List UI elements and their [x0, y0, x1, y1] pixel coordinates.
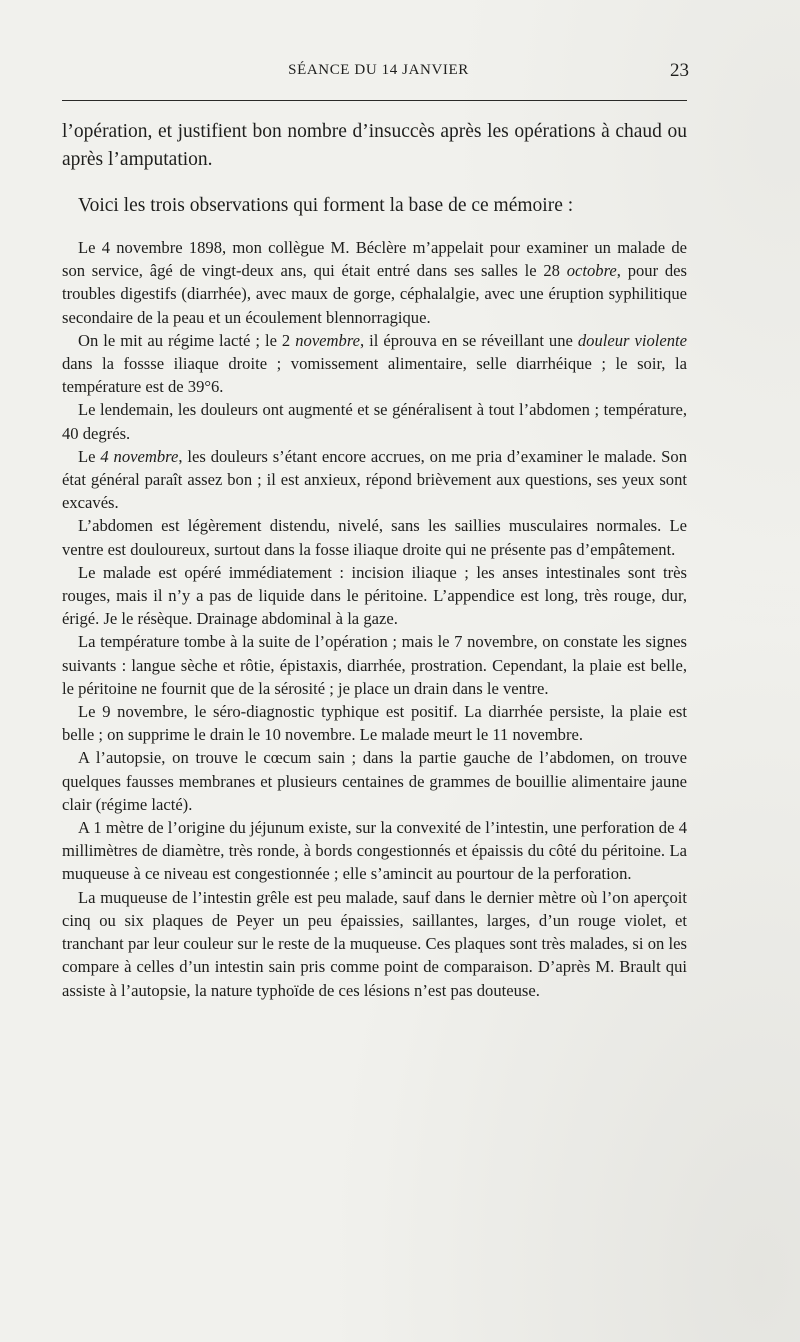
- body-text: [62, 118, 687, 1002]
- paragraph-3: Le lendemain, les douleurs ont augmenté et se généralisent à tout l’abdomen ; température, 40 degrés.: [62, 400, 687, 443]
- paragraph-4: Le 4 novembre, les douleurs s’étant encore accrues, on me pria d’examiner le malade. Son état général paraît assez bon ; il est anxieux, répond brièvement aux questions, ses yeux sont excavés.: [62, 446, 687, 513]
- page-number: 23: [670, 60, 689, 81]
- running-head-title: SÉANCE DU 14 JANVIER: [288, 62, 469, 78]
- paragraph-2: On le mit au régime lacté ; le 2 novembre, il éprouva en se réveillant une douleur violente dans la fossse iliaque droite ; vomissement alimentaire, selle diarrhéique ; le soir, la température est de 39°6.: [62, 330, 688, 397]
- observation-text: [62, 236, 687, 1002]
- running-head: [62, 62, 687, 84]
- continuation-paragraph: l’opération, et justifient bon nombre d’insuccès après les opérations à chaud ou après l’amputation.: [62, 121, 687, 170]
- paragraph-6: Le malade est opéré immédiatement : incision iliaque ; les anses intestinales sont très rouges, mais il n’y a pas de liquide dans le péritoine. L’appendice est long, très rouge, dur, érigé. Je le résèque. Drainage abdominal à la gaze.: [62, 562, 687, 629]
- paragraph-9: A l’autopsie, on trouve le cœcum sain ; dans la partie gauche de l’abdomen, on trouve quelques fausses membranes et plusieurs centaines de grammes de bouillie alimentaire jaune clair (régime lacté).: [62, 748, 687, 814]
- paragraph-5: L’abdomen est légèrement distendu, nivelé, sans les saillies musculaires normales. Le ventre est douloureux, surtout dans la fosse iliaque droite qui ne présente pas d’empâtement.: [62, 516, 687, 559]
- paragraph-10: A 1 mètre de l’origine du jéjunum existe, sur la convexité de l’intestin, une perforation de 4 millimètres de diamètre, très ronde, à bords congestionnés et épaissis du côté du péritoine. La muqueuse à ce niveau est congestionnée ; elle s’amincit au pourtour de la perforation.: [62, 818, 687, 884]
- paragraph-8: Le 9 novembre, le séro-diagnostic typhique est positif. La diarrhée persiste, la plaie est belle ; on supprime le drain le 10 novembre. Le malade meurt le 11 novembre.: [62, 702, 687, 745]
- paragraph-7: La température tombe à la suite de l’opération ; mais le 7 novembre, on constate les signes suivants : langue sèche et rôtie, épistaxis, diarrhée, prostration. Cependant, la plaie est belle, le péritoine ne fournit que de la sérosité ; je place un drain dans le ventre.: [62, 632, 687, 698]
- lead-sentence: Voici les trois observations qui forment la base de ce mémoire :: [78, 195, 574, 216]
- paragraph-11: La muqueuse de l’intestin grêle est peu malade, sauf dans le dernier mètre où l’on aperçoit cinq ou six plaques de Peyer un peu épaissies, saillantes, larges, d’un rouge violet, et tranchant par leur couleur sur le reste de la muqueuse. Ces plaques sont très malades, si on les compare à celles d’un intestin sain pris comme point de comparaison. D’après M. Brault qui assiste à l’autopsie, la nature typhoïde de ces lésions n’est pas douteuse.: [62, 887, 687, 1000]
- paragraph-1: Le 4 novembre 1898, mon collègue M. Béclère m’appelait pour examiner un malade de son service, âgé de vingt-deux ans, qui était entré dans ses salles le 28 octobre, pour des troubles digestifs (diarrhée), avec maux de gorge, céphalalgie, avec une éruption syphilitique secondaire de la peau et un écoulement blennorragique.: [62, 238, 687, 327]
- header-rule: [62, 100, 687, 101]
